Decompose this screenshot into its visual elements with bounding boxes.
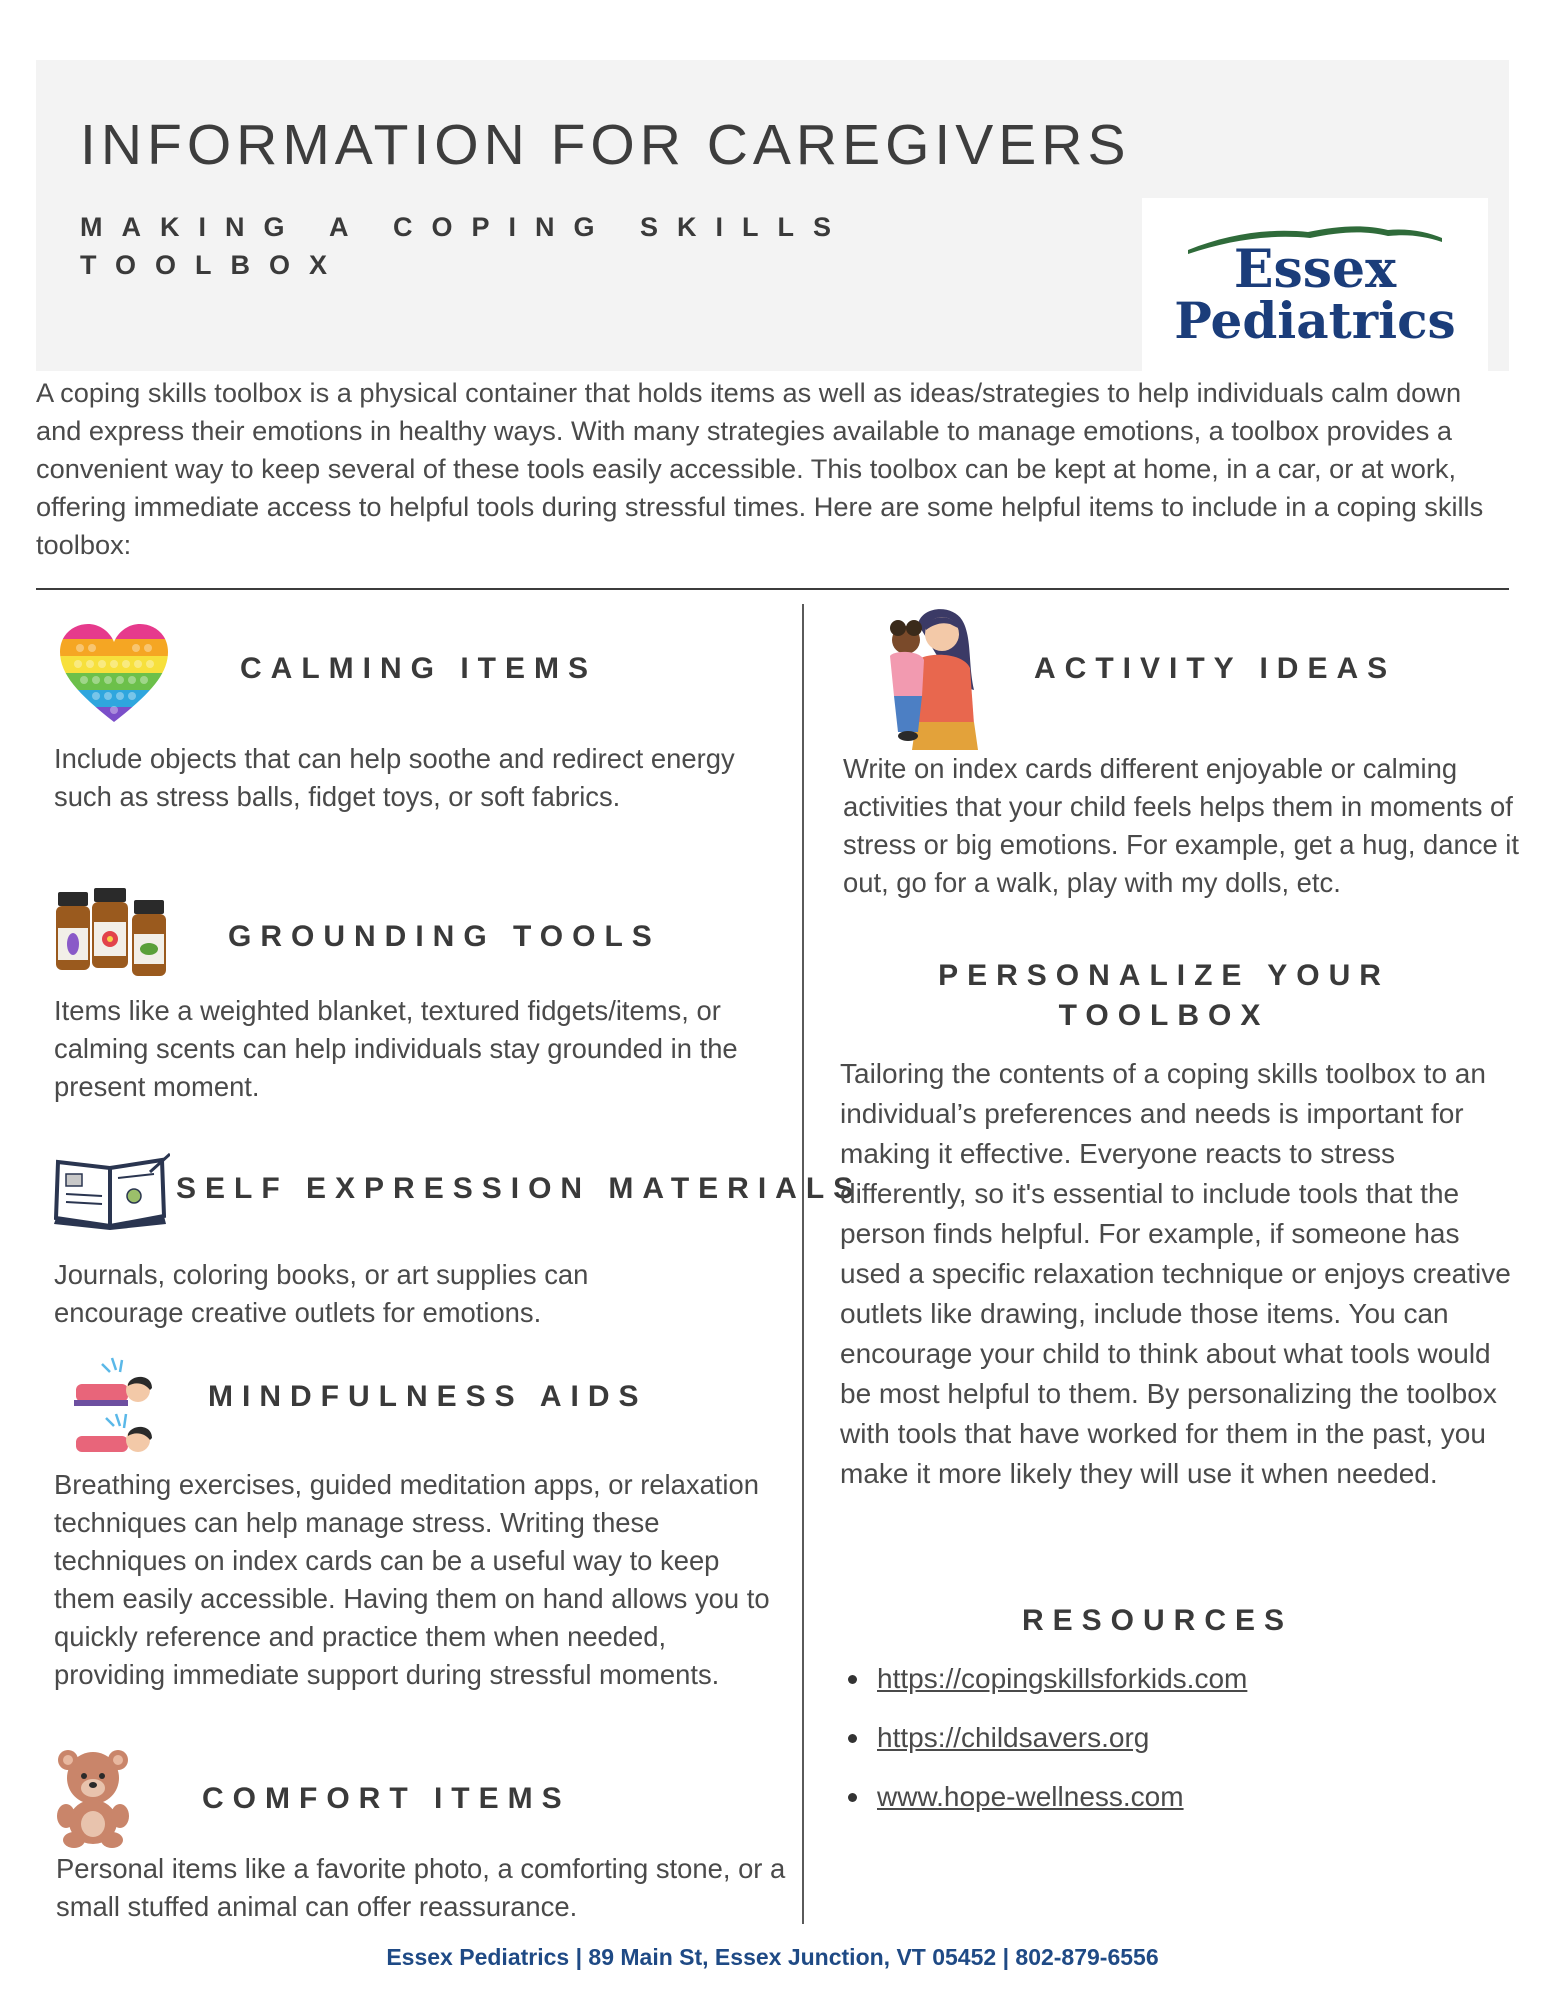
text-comfort-items: Personal items like a favorite photo, a comforting stone, or a small stuffed animal can offer reassurance. — [56, 1853, 786, 1922]
resources-list — [845, 1660, 1247, 1837]
section-divider — [36, 588, 1509, 590]
heading-personalize-toolbox — [864, 956, 1464, 1036]
page-subtitle: MAKING A COPING SKILLS TOOLBOX — [80, 212, 851, 280]
text-self-expression: Journals, coloring books, or art supplies can encourage creative outlets for emotions. — [54, 1259, 589, 1328]
logo-word-pediatrics: Pediatrics — [1174, 291, 1456, 350]
footer-contact: Essex Pediatrics | 89 Main St, Essex Junction, VT 05452 | 802-879-6556 — [386, 1944, 1159, 1970]
heading-personalize-line2: TOOLBOX — [1058, 999, 1270, 1032]
logo-word-essex: Essex — [1233, 239, 1397, 300]
essex-pediatrics-logo — [1142, 198, 1488, 371]
heading-grounding-tools: GROUNDING TOOLS — [228, 920, 661, 953]
heading-personalize-line1: PERSONALIZE YOUR — [938, 959, 1390, 992]
heading-calming-items: CALMING ITEMS — [240, 652, 597, 685]
resource-link-childsavers[interactable]: https://childsavers.org — [877, 1722, 1150, 1753]
resource-link-copingskillsforkids[interactable]: https://copingskillsforkids.com — [877, 1663, 1248, 1694]
parent-hugging-child-icon — [878, 604, 986, 755]
text-grounding-tools: Items like a weighted blanket, textured fidgets/items, or calming scents can help individuals stay grounded in the present moment. — [54, 995, 738, 1102]
rainbow-heart-fidget-icon — [58, 622, 170, 731]
heading-resources: RESOURCES — [1022, 1604, 1294, 1637]
header-band — [36, 60, 1509, 371]
text-activity-ideas: Write on index cards different enjoyable or calming activities that your child feels helps them in moments of stress or big emotions. For example, get a hug, dance it out, go for a walk, play with my dolls, etc. — [843, 753, 1519, 898]
text-calming-items: Include objects that can help soothe and redirect energy such as stress balls, fidget toys, or soft fabrics. — [54, 743, 735, 812]
heading-mindfulness-aids: MINDFULNESS AIDS — [208, 1380, 648, 1413]
resource-link-hope-wellness[interactable]: www.hope-wellness.com — [877, 1781, 1184, 1812]
list-item — [845, 1778, 1247, 1816]
breathing-exercise-icon — [72, 1356, 162, 1461]
teddy-bear-icon — [54, 1748, 132, 1853]
text-personalize-toolbox: Tailoring the contents of a coping skills toolbox to an individual’s preferences and needs is important for making it effective. Everyone reacts to stress differently, so it's essential to include tools that the person finds helpful. For example, if someone has used a specific relaxation technique or enjoys creative outlets like drawing, include those items. You can encourage your child to think about what tools would be most helpful to them. By personalizing the toolbox with tools that have worked for them in the past, you make it more likely they will use it when needed. — [840, 1058, 1511, 1489]
heading-activity-ideas: ACTIVITY IDEAS — [1034, 652, 1397, 685]
journal-icon — [54, 1152, 170, 1235]
heading-comfort-items: COMFORT ITEMS — [202, 1782, 571, 1815]
essential-oil-bottles-icon — [54, 888, 170, 985]
list-item — [845, 1719, 1247, 1757]
column-divider — [802, 604, 804, 1924]
page-title: INFORMATION FOR CAREGIVERS — [80, 113, 1131, 177]
text-mindfulness-aids: Breathing exercises, guided meditation apps, or relaxation techniques can help manage stress. Writing these techniques on index cards can be a useful way to keep them easily accessible. Having them on hand allows you to quickly reference and practice them when needed, providing immediate support during stressful moments. — [54, 1469, 770, 1690]
heading-self-expression: SELF EXPRESSION MATERIALS — [176, 1172, 863, 1205]
list-item — [845, 1660, 1247, 1698]
intro-paragraph: A coping skills toolbox is a physical container that holds items as well as ideas/strategies to help individuals calm down and express their emotions in healthy ways. With many strategies available to manage emotions, a toolbox provides a convenient way to keep several of these tools easily accessible. This toolbox can be kept at home, in a car, or at work, offering immediate access to helpful tools during stressful times. Here are some helpful items to include in a coping skills toolbox: — [36, 377, 1484, 560]
